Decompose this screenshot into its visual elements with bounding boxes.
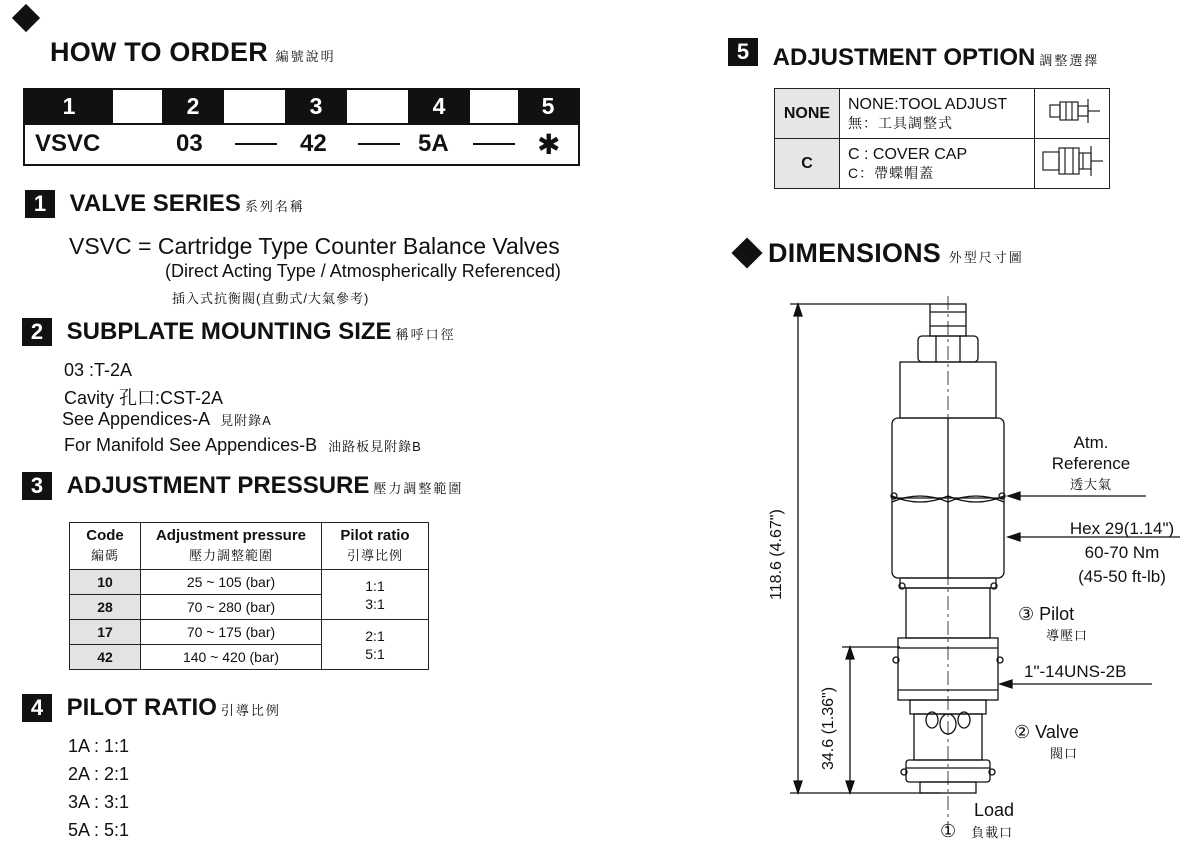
section-2-number: 2 [22, 318, 52, 346]
option-desc [840, 89, 1035, 139]
section-5-heading [728, 38, 1099, 72]
section-4-heading [22, 694, 281, 722]
option-desc-en: C : COVER CAP [848, 145, 968, 163]
hex-torque-ftlb: (45-50 ft-lb) [1078, 567, 1166, 586]
position-3: 3 [285, 90, 347, 123]
load-port-number: ① [940, 821, 957, 841]
section-2-heading [22, 318, 456, 346]
load-port-label [940, 800, 1014, 842]
code-ratio: 5A [418, 130, 449, 157]
header-code-en: Code [86, 527, 124, 544]
header-ratio-en: Pilot ratio [340, 527, 410, 544]
appendix-a [62, 409, 272, 430]
table-row [775, 89, 1110, 139]
load-port-text: Load [974, 800, 1015, 820]
code-dash [358, 143, 400, 145]
appendix-b-text: For Manifold See Appendices-B [64, 435, 318, 455]
code-dash [473, 143, 515, 145]
code-size: 03 [176, 130, 203, 157]
atm-line-1: Atm. [1073, 433, 1109, 452]
header-ratio-cn: 引導比例 [346, 548, 403, 563]
header-ratio [322, 523, 429, 570]
row-code: 42 [70, 645, 141, 670]
ratio-item-1a: 1A : 1:1 [68, 736, 130, 756]
row-range: 140 ~ 420 (bar) [141, 645, 322, 670]
diamond-icon [12, 4, 40, 32]
cover-cap-icon [1035, 139, 1110, 189]
section-3-heading [22, 472, 463, 500]
pilot-port-text: Pilot [1039, 604, 1075, 624]
table-header-row [70, 523, 429, 570]
dimensions-title-text: DIMENSIONS [768, 238, 942, 268]
header-range [141, 523, 322, 570]
row-range: 70 ~ 280 (bar) [141, 595, 322, 620]
appendix-a-text: See Appendices-A [62, 409, 210, 429]
section-3-title-cn: 壓力調整範圍 [373, 481, 464, 496]
tool-adjust-icon [1035, 89, 1110, 139]
code-dash [235, 143, 277, 145]
valve-port-text: Valve [1035, 722, 1079, 742]
hex-torque-nm: 60-70 Nm [1084, 543, 1160, 562]
option-desc-cn: 無：工具調整式 [848, 114, 953, 131]
option-desc [840, 139, 1035, 189]
position-4: 4 [408, 90, 470, 123]
header-code [70, 523, 141, 570]
overall-dimension-label [768, 509, 798, 630]
pilot-port-number: ③ [1018, 604, 1035, 624]
row-code: 10 [70, 570, 141, 595]
valve-series-type: (Direct Acting Type / Atmospherically Referenced) [165, 261, 561, 281]
ratio-group-1 [322, 570, 429, 620]
option-key: NONE [775, 89, 840, 139]
ratio-item-3a: 3A : 3:1 [68, 792, 130, 812]
atm-reference-label [1036, 432, 1146, 495]
hex-size: Hex 29(1.14") [1069, 519, 1175, 538]
section-4-title: PILOT RATIO [66, 694, 217, 721]
ratio-value: 2:1 [365, 627, 385, 644]
size-code: 03 :T-2A [64, 360, 133, 380]
row-code: 17 [70, 620, 141, 645]
section-5-title-cn: 調整選擇 [1039, 53, 1100, 68]
pressure-table [69, 522, 429, 670]
table-row [70, 570, 429, 595]
section-5-number: 5 [728, 38, 758, 66]
valve-port-number: ② [1014, 722, 1031, 742]
code-series: VSVC [35, 130, 101, 157]
appendix-b-cn: 油路板見附錄B [328, 439, 422, 454]
section-1-heading [25, 190, 305, 218]
position-2: 2 [162, 90, 224, 123]
ratio-item-5a: 5A : 5:1 [68, 820, 130, 840]
order-title [50, 37, 336, 68]
option-desc-cn: C：帶蝶帽蓋 [848, 164, 935, 181]
order-code-strip [23, 88, 580, 166]
option-key: C [775, 139, 840, 189]
atm-cn: 透大氣 [1069, 477, 1112, 492]
ratio-group-2 [322, 620, 429, 670]
section-3-title: ADJUSTMENT PRESSURE [66, 472, 370, 499]
header-range-cn: 壓力調整範圍 [188, 548, 273, 563]
valve-series-cn: 插入式抗衡閥(直動式/大氣參考) [172, 291, 370, 306]
cavity: Cavity 孔口:CST-2A [64, 388, 224, 408]
row-range: 25 ~ 105 (bar) [141, 570, 322, 595]
option-table [774, 88, 1110, 189]
hex-label [1052, 517, 1192, 589]
valve-series-def: VSVC = Cartridge Type Counter Balance Valves [69, 233, 560, 259]
dimensions-title-cn: 外型尺寸圖 [948, 250, 1024, 265]
dimensions-title [768, 238, 1024, 269]
code-pressure: 42 [300, 130, 327, 157]
section-3-number: 3 [22, 472, 52, 500]
section-1-number: 1 [25, 190, 55, 218]
code-option: ✱ [537, 129, 561, 160]
option-desc-en: NONE:TOOL ADJUST [848, 95, 1008, 113]
load-port-cn: 負載口 [971, 825, 1014, 840]
header-code-cn: 編碼 [90, 548, 119, 563]
position-1: 1 [25, 90, 113, 123]
table-row [70, 620, 429, 645]
diamond-icon [731, 237, 762, 268]
position-5: 5 [518, 90, 578, 123]
appendix-a-cn: 見附錄A [220, 413, 272, 428]
pilot-port-cn: 導壓口 [1046, 628, 1089, 643]
section-5-title: ADJUSTMENT OPTION [772, 44, 1036, 71]
order-title-cn: 編號說明 [275, 49, 336, 64]
ratio-value: 5:1 [365, 645, 385, 662]
section-1-title: VALVE SERIES [69, 190, 241, 217]
ratio-value: 1:1 [365, 577, 385, 594]
atm-line-2: Reference [1051, 454, 1131, 473]
header-range-en: Adjustment pressure [155, 527, 307, 544]
section-2-title-cn: 稱呼口徑 [395, 327, 456, 342]
lower-dimension-label [820, 686, 850, 800]
section-4-number: 4 [22, 694, 52, 722]
valve-port-label [1014, 722, 1079, 762]
table-row [775, 139, 1110, 189]
valve-port-cn: 閥口 [1050, 746, 1079, 761]
section-2-title: SUBPLATE MOUNTING SIZE [66, 318, 392, 345]
ratio-value: 3:1 [365, 595, 385, 612]
row-code: 28 [70, 595, 141, 620]
ratio-item-2a: 2A : 2:1 [68, 764, 130, 784]
pilot-port-label [1018, 604, 1088, 644]
appendix-b [64, 435, 422, 456]
row-range: 70 ~ 175 (bar) [141, 620, 322, 645]
overall-dimension-text: 118.6 (4.67") [768, 509, 785, 600]
thread-label: 1"-14UNS-2B [1024, 662, 1127, 681]
lower-dimension-text: 34.6 (1.36") [820, 686, 837, 770]
section-1-title-cn: 系列名稱 [244, 199, 305, 214]
order-title-text: HOW TO ORDER [50, 37, 268, 67]
section-4-title-cn: 引導比例 [220, 703, 281, 718]
